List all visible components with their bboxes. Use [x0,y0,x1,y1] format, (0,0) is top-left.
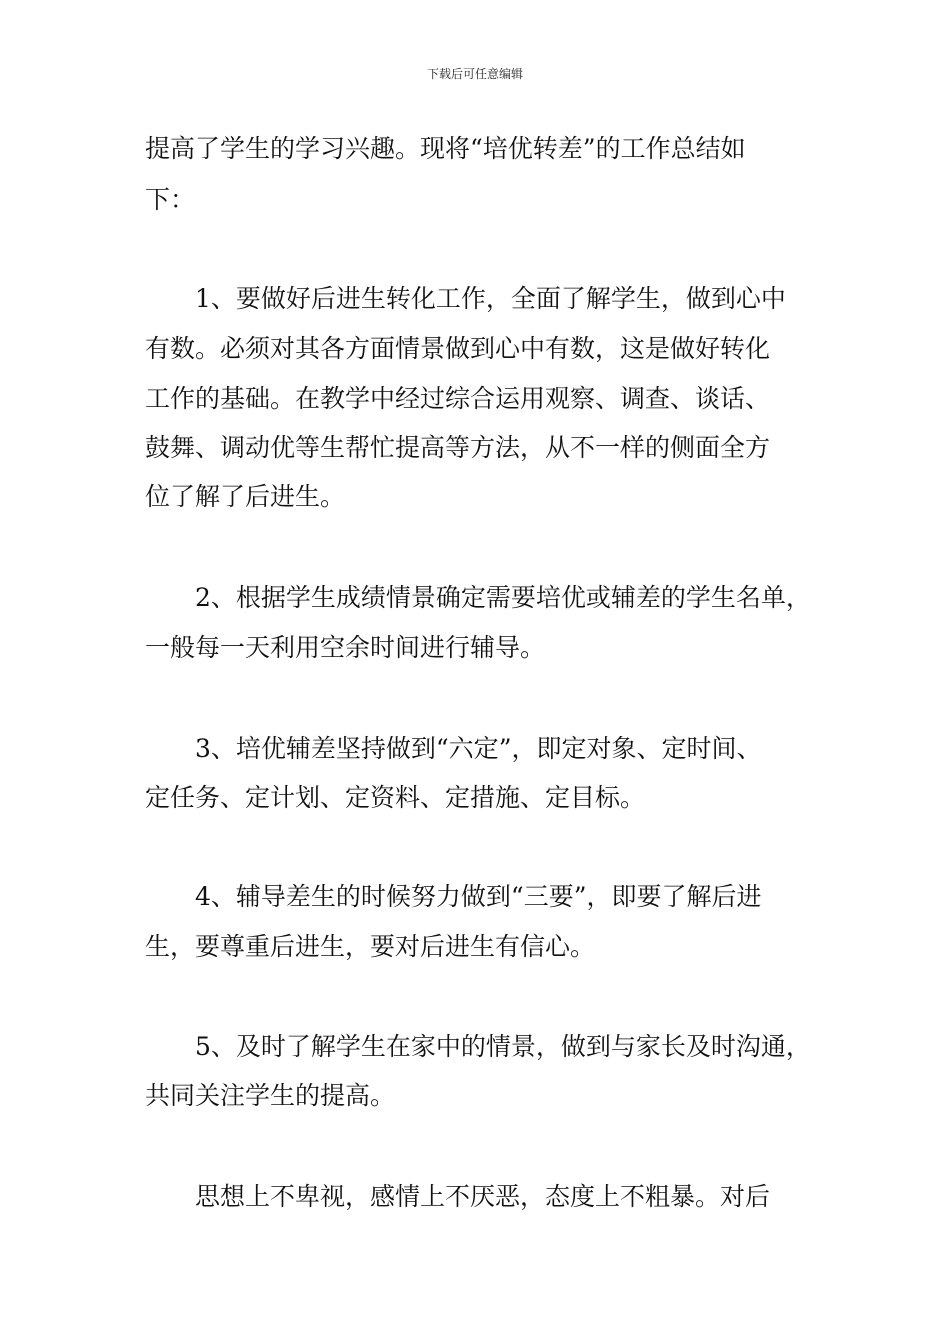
body-line: 位了解了后进生。 [145,482,346,511]
paragraph-first-line: 2、根据学生成绩情景确定需要培优或辅差的学生名单， [195,583,811,612]
body-line: 一般每一天利用空余时间进行辅导。 [145,633,546,662]
body-line: 共同关注学生的提高。 [145,1081,396,1110]
paragraph-first-line: 思想上不卑视，感情上不厌恶，态度上不粗暴。对后 [195,1182,771,1211]
body-line: 提高了学生的学习兴趣。现将“培优转差”的工作总结如 [145,134,746,163]
paragraph-first-line: 4、辅导差生的时候努力做到“三要”，即要了解后进 [195,882,762,911]
page-header: 下载后可任意编辑 [426,67,523,81]
body-line: 有数。必须对其各方面情景做到心中有数，这是做好转化 [145,334,771,363]
body-line: 工作的基础。在教学中经过综合运用观察、调查、谈话、 [145,384,771,413]
paragraph-first-line: 1、要做好后进生转化工作，全面了解学生，做到心中 [195,284,786,313]
body-line: 下： [145,185,196,214]
body-line: 鼓舞、调动优等生帮忙提高等方法，从不一样的侧面全方 [145,433,771,462]
paragraph-first-line: 3、培优辅差坚持做到“六定”，即定对象、定时间、 [195,734,762,763]
body-line: 生，要尊重后进生，要对后进生有信心。 [145,932,596,961]
paragraph-first-line: 5、及时了解学生在家中的情景，做到与家长及时沟通， [195,1032,811,1061]
body-line: 定任务、定计划、定资料、定措施、定目标。 [145,783,646,812]
